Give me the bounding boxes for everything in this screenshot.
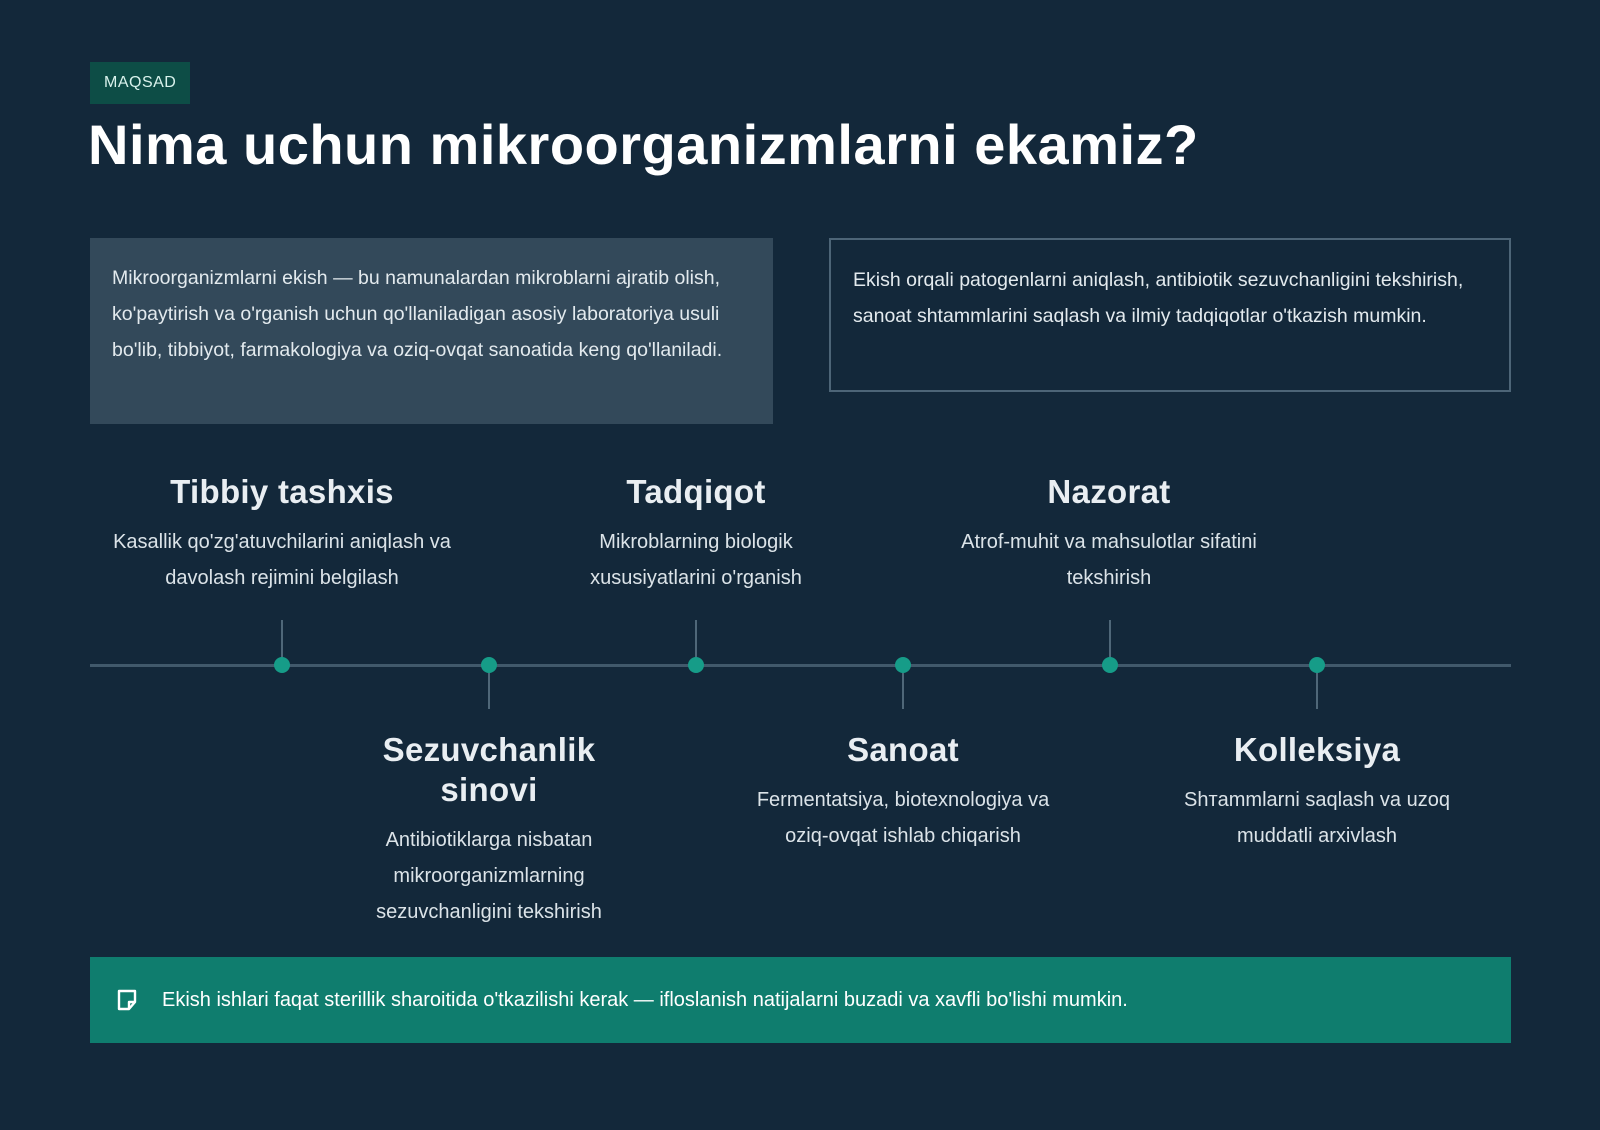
timeline-dot-6 bbox=[1309, 657, 1325, 673]
page-title: Nima uchun mikroorganizmlarni ekamiz? bbox=[88, 113, 1199, 176]
node-title: Kolleksiya bbox=[1233, 731, 1401, 768]
node-title: Sanoat bbox=[847, 731, 959, 768]
timeline-stem-6 bbox=[1316, 667, 1318, 709]
timeline-node-industry bbox=[738, 730, 1068, 854]
intro-card-definition: Mikroorganizmlarni ekish — bu namunalardan mikroblarni ajratib olish, ko'paytirish va o'rganish uchun qo'llaniladigan asosiy laboratoriya usuli bo'lib, tibbiyot, farmakologiya va oziq-ovqat sanoatida keng qo'llaniladi. bbox=[90, 238, 773, 424]
warning-banner bbox=[90, 957, 1511, 1043]
node-description: Kasallik qo'zg'atuvchilarini aniqlash va davolash rejimini belgilash bbox=[113, 531, 451, 589]
timeline-stem-4 bbox=[902, 667, 904, 709]
node-description: Antibiotiklarga nisbatan mikroorganizmlarning sezuvchanligini tekshirish bbox=[376, 829, 602, 923]
node-description: Fermentatsiya, biotexnologiya va oziq-ovqat ishlab chiqarish bbox=[756, 789, 1050, 847]
node-title: Tibbiy tashxis bbox=[170, 473, 394, 510]
timeline-node-collection bbox=[1162, 730, 1472, 854]
timeline-dot-1 bbox=[274, 657, 290, 673]
timeline-dot-4 bbox=[895, 657, 911, 673]
node-description: Shтammlarni saqlash va uzoq muddatli arxivlash bbox=[1184, 789, 1450, 847]
intro-card-purpose: Ekish orqali patogenlarni aniqlash, antibiotik sezuvchanligini tekshirish, sanoat shtammlarini saqlash va ilmiy tadqiqotlar o'tkazish mumkin. bbox=[829, 238, 1511, 392]
timeline-node-sensitivity-test bbox=[364, 730, 614, 930]
timeline-axis bbox=[90, 664, 1511, 667]
timeline-node-control bbox=[939, 472, 1279, 596]
timeline-stem-2 bbox=[488, 667, 490, 709]
node-description: Atrof-muhit va mahsulotlar sifatini tekshirish bbox=[961, 531, 1257, 589]
node-title: Nazorat bbox=[1047, 473, 1171, 510]
timeline-node-medical-diagnosis bbox=[112, 472, 452, 596]
node-title: Tadqiqot bbox=[626, 473, 766, 510]
timeline-dot-5 bbox=[1102, 657, 1118, 673]
node-title: Sezuvchanlik sinovi bbox=[382, 731, 596, 808]
banner-text: Ekish ishlari faqat sterillik sharoitida o'tkazilishi kerak — ifloslanish natijalarni buzadi va xavfli bo'lishi mumkin. bbox=[162, 988, 1128, 1011]
section-badge: MAQSAD bbox=[90, 62, 190, 104]
note-icon bbox=[114, 987, 140, 1013]
timeline-dot-3 bbox=[688, 657, 704, 673]
timeline-dot-2 bbox=[481, 657, 497, 673]
timeline-node-research bbox=[576, 472, 816, 596]
node-description: Mikroblarning biologik xususiyatlarini o'rganish bbox=[590, 531, 802, 589]
